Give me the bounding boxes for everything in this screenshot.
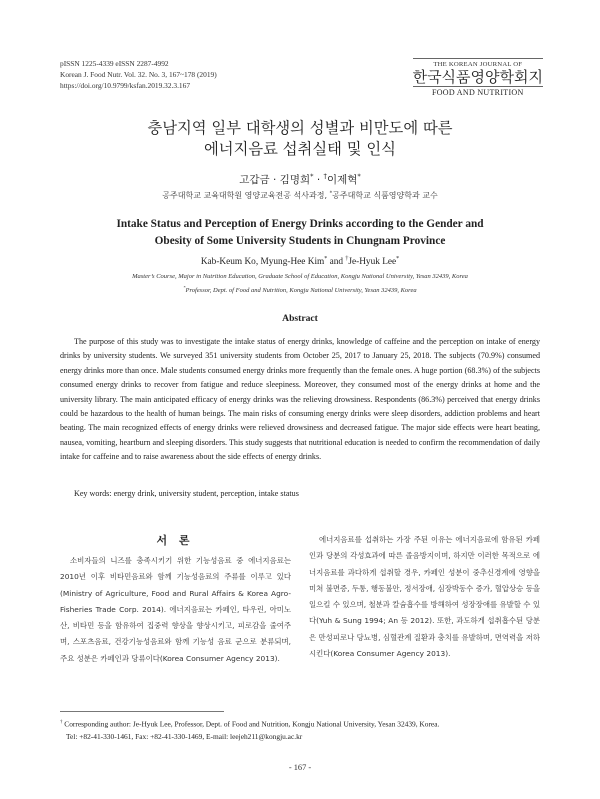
journal-name-en: THE KOREAN JOURNAL OF bbox=[433, 61, 523, 68]
journal-subtitle: FOOD AND NUTRITION bbox=[413, 86, 543, 97]
korean-affiliation: 공주대학교 교육대학원 영양교육전공 석사과정, *공주대학교 식품영양학과 교수 bbox=[162, 190, 438, 200]
journal-logo bbox=[413, 58, 543, 97]
abstract-body: The purpose of this study was to investigate the intake status of energy drinks, knowledge of caffeine and the perception on intake of energy drinks by university students. We surveyed 351 university students from October 25, 2017 to January 25, 2018. The subjects (70.9%) consumed energy drinks more than once. Male students consumed energy drinks more frequently than the female ones. A huge portion (68.3%) of the subjects consumed energy drinks to recover from fatigue and reduce sleepiness. Moreover, they consumed most of the energy drinks at home and the university library. The main anticipated efficacy of energy drinks was the relieving drowsiness. Respondents (86.3%) perceived that energy drinks could be hazardous to the health of human beings. The main risks of consuming energy drinks were sleep disorders, addiction problems and heart beating. The main recognized effects of energy drinks were relieved drowsiness and decreased fatigue. The major side effects were heart beating, nausea, vomiting, heartburn and sleeping disorders. This study suggests that nutritional education is needed to confirm the recommendation of daily intake for caffeine and to raise awareness about the side effects of energy drinks. bbox=[60, 337, 540, 462]
issn-line: pISSN 1225-4339 eISSN 2287-4992 bbox=[60, 59, 169, 68]
section-heading-introduction: 서 론 bbox=[156, 534, 194, 547]
author-name: 이제혁 bbox=[326, 174, 358, 186]
english-title bbox=[60, 216, 540, 250]
citation-block bbox=[60, 58, 217, 91]
intro-paragraph-left: 소비자들의 니즈를 충족시키기 위한 기능성음료 중 에너지음료는 2010년 이후 비타민음료와 함께 기능성음료의 주류를 이루고 있다(Ministry of Agriculture, Food and Rural Affairs & Korea Agro-Fisheries Trade Corp. 2014). 에너지음료는 카페인, 타우린, 아미노산, 비타민 등을 함유하여 집중력 향상을 향상시키고, 피로감을 줄여주며, 스포츠음료, 건강기능성음료와 함께 기능성 음료 군으로 분류되며, 주요 성분은 카페인과 당류이다(Korea Consumer Agency 2013). bbox=[60, 556, 291, 663]
author-name: 김명희 bbox=[279, 174, 311, 186]
author-name: 고갑금 bbox=[239, 174, 270, 186]
korean-title bbox=[0, 118, 600, 160]
corresponding-author-footnote: † Corresponding author: Je-Hyuk Lee, Professor, Dept. of Food and Nutrition, Kongju National University, Yesan 32439, Korea. Tel: +82-41-330-1461, Fax: +82-41-330-1469, E-mail: leejeh211@kongju.ac.kr bbox=[60, 719, 440, 742]
doi-link[interactable]: https://doi.org/10.9799/ksfan.2019.32.3.167 bbox=[60, 81, 191, 90]
intro-paragraph-right: 에너지음료를 섭취하는 가장 주된 이유는 에너지음료에 함유된 카페인과 당분의 각성효과에 따른 졸음방지이며, 하지만 이러한 목적으로 에너지음료를 과다하게 섭취할 경우, 카페인 성분이 중추신경계에 영향을 미쳐 불면증, 두통, 행동불안, 정서장애, 심장박동수 증가, 혈압상승 등을 일으킬 수 있으며, 철분과 칼슘흡수를 방해하여 성장장애를 유발할 수 있다(Yuh & Sung 1994; An 등 2012). 또한, 과도하게 섭취흡수된 당분은 만성피로나 당뇨병, 심혈관계 질환과 충치를 유발하며, 면역력을 저하시킨다(Korea Consumer Agency 2013). bbox=[309, 535, 540, 659]
journal-name-ko: 한국식품영양학회지 bbox=[412, 68, 543, 86]
korean-title-line: 충남지역 일부 대학생의 성별과 비만도에 따른 bbox=[147, 119, 453, 137]
keywords: Key words: energy drink, university student, perception, intake status bbox=[74, 489, 299, 498]
page-number: - 167 - bbox=[288, 763, 312, 772]
abstract-heading: Abstract bbox=[282, 313, 318, 324]
korean-title-line: 에너지음료 섭취실태 및 인식 bbox=[204, 140, 396, 158]
english-title-line: Obesity of Some University Students in Chungnam Province bbox=[154, 235, 446, 247]
english-title-line: Intake Status and Perception of Energy Drinks according to the Gender and bbox=[116, 218, 484, 230]
english-affiliation: Master’s Course, Major in Nutrition Education, Graduate School of Education, Kongju National University, Yesan 32439, Korea *Professor, Dept. of Food and Nutrition, Kongju National University, Yesan 32439, Korea bbox=[132, 273, 468, 295]
english-authors: Kab-Keum Ko, Myung-Hee Kim* and †Je-Hyuk Lee* bbox=[200, 256, 400, 268]
korean-authors: 고갑금 · 김명희* · †이제혁* bbox=[239, 172, 361, 186]
footnote-divider bbox=[60, 711, 224, 712]
citation-line: Korean J. Food Nutr. Vol. 32. No. 3, 167~178 (2019) bbox=[60, 70, 217, 79]
